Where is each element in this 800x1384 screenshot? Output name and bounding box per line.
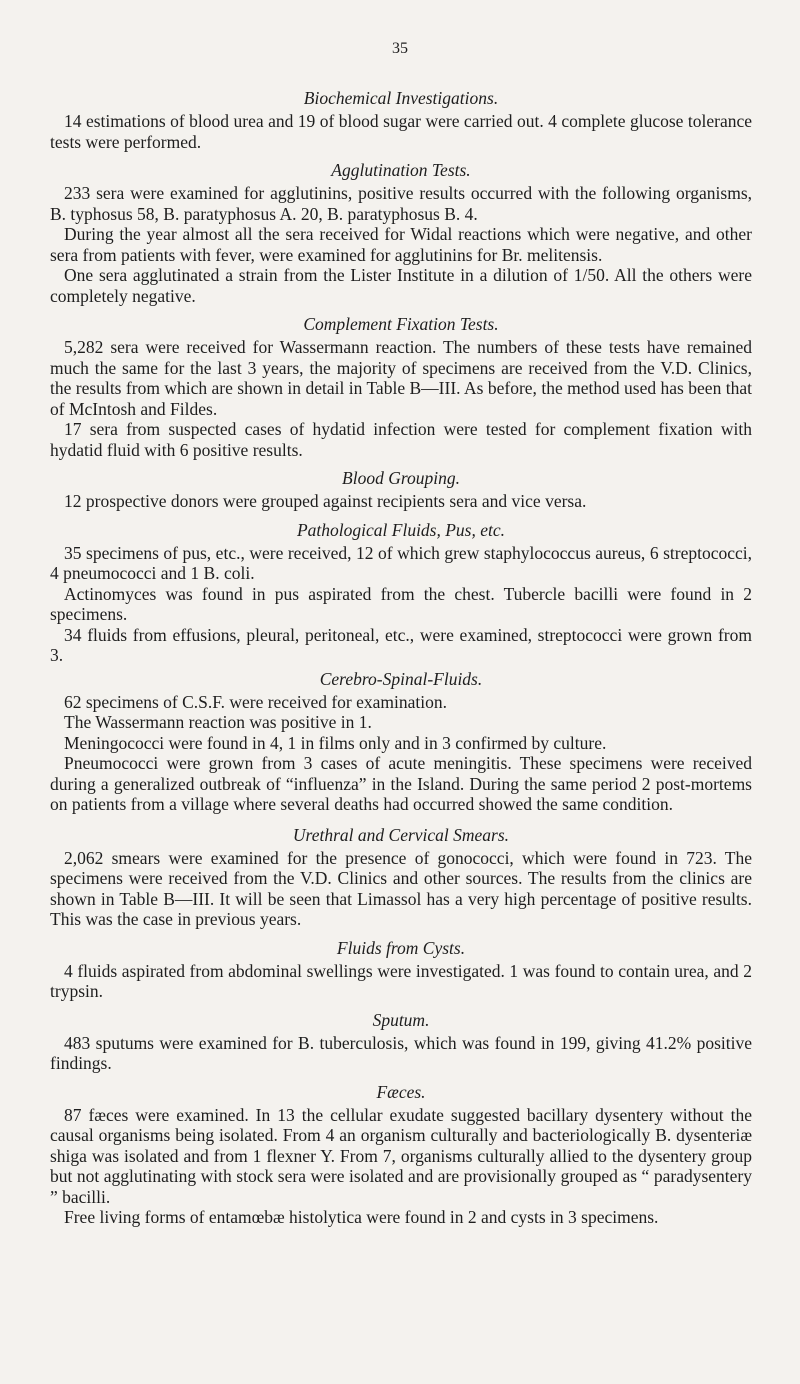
paragraph: 62 specimens of C.S.F. were received for examination. — [64, 691, 448, 712]
paragraph: Actinomyces was found in pus aspirated from the chest. Tubercle bacilli were found in 2 specimens. — [50, 583, 752, 624]
section-pathological-fluids — [50, 520, 752, 666]
section-heading: Biochemical Investigations. — [303, 88, 499, 108]
paragraph: Meningococci were found in 4, 1 in films only and in 3 confirmed by culture. — [64, 732, 607, 753]
paragraph: 17 sera from suspected cases of hydatid infection were tested for complement fixation with hydatid fluid with 6 positive results. — [50, 419, 752, 460]
section-sputum — [50, 1010, 752, 1074]
paragraph: 34 fluids from effusions, pleural, peritoneal, etc., were examined, streptococci were grown from 3. — [50, 624, 752, 665]
section-cerebro-spinal-fluids — [50, 669, 752, 815]
section-faeces — [50, 1082, 752, 1228]
paragraph: One sera agglutinated a strain from the Lister Institute in a dilution of 1/50. All the others were completely negative. — [50, 265, 752, 306]
paragraph: 233 sera were examined for agglutinins, positive results occurred with the following organisms, B. typhosus 58, B. paratyphosus A. 20, B. paratyphosus B. 4. — [50, 183, 752, 224]
page-content — [50, 88, 752, 1228]
paragraph: 35 specimens of pus, etc., were received, 12 of which grew staphylococcus aureus, 6 streptococci, 4 pneumococci and 1 B. coli. — [50, 542, 752, 583]
paragraph: Pneumococci were grown from 3 cases of acute meningitis. These specimens were received during a generalized outbreak of “influenza” in the Island. During the same period 2 post-mortems on patients from a village where several deaths had occurred showed the same condition. — [50, 753, 752, 814]
paragraph: 2,062 smears were examined for the presence of gonococci, which were found in 723. The specimens were received from the V.D. Clinics and other sources. The results from the clinics are shown in Table B—III. It will be seen that Limassol has a very high percentage of positive results. This was the case in previous years. — [50, 847, 752, 929]
paragraph: 14 estimations of blood urea and 19 of blood sugar were carried out. 4 complete glucose tolerance tests were performed. — [50, 111, 752, 152]
section-heading: Fluids from Cysts. — [336, 937, 466, 958]
page-number: 35 — [392, 40, 408, 57]
section-heading: Fæces. — [376, 1081, 426, 1102]
paragraph: 12 prospective donors were grouped against recipients sera and vice versa. — [64, 491, 587, 511]
paragraph: The Wassermann reaction was positive in 1. — [64, 712, 372, 732]
section-biochemical — [50, 88, 752, 152]
paragraph: 483 sputums were examined for B. tuberculosis, which was found in 199, giving 41.2% positive findings. — [50, 1032, 752, 1073]
section-heading: Cerebro-Spinal-Fluids. — [319, 668, 483, 689]
paragraph: 87 fæces were examined. In 13 the cellular exudate suggested bacillary dysentery without the causal organisms being isolated. From 4 an organism culturally and bacteriologically B. dysenteriæ shiga was isolated and from 1 flexner Y. From 7, organisms culturally allied to the dysentery group but not agglutinating with stock sera were isolated and are provisionally grouped as “ paradysentery ” bacilli. — [50, 1104, 752, 1207]
section-blood-grouping — [50, 468, 752, 512]
section-urethral-cervical-smears — [50, 825, 752, 930]
section-agglutination — [50, 160, 752, 306]
paragraph: During the year almost all the sera received for Widal reactions which were negative, and other sera from patients with fever, were examined for agglutinins for Br. melitensis. — [50, 224, 752, 265]
section-heading: Sputum. — [372, 1009, 430, 1030]
paragraph: Free living forms of entamœbæ histolytica were found in 2 and cysts in 3 specimens. — [64, 1207, 659, 1227]
section-heading: Pathological Fluids, Pus, etc. — [296, 519, 506, 540]
section-heading: Complement Fixation Tests. — [303, 314, 499, 334]
section-heading: Urethral and Cervical Smears. — [292, 824, 510, 845]
paragraph: 4 fluids aspirated from abdominal swellings were investigated. 1 was found to contain urea, and 2 trypsin. — [50, 960, 752, 1001]
paragraph: 5,282 sera were received for Wassermann reaction. The numbers of these tests have remained much the same for the last 3 years, the majority of specimens are received from the V.D. Clinics, the results from which are shown in detail in Table B—III. As before, the method used has been that of McIntosh and Fildes. — [50, 337, 752, 419]
section-fluids-from-cysts — [50, 938, 752, 1002]
section-heading: Blood Grouping. — [342, 468, 460, 488]
section-heading: Agglutination Tests. — [331, 160, 471, 180]
section-complement-fixation — [50, 314, 752, 460]
